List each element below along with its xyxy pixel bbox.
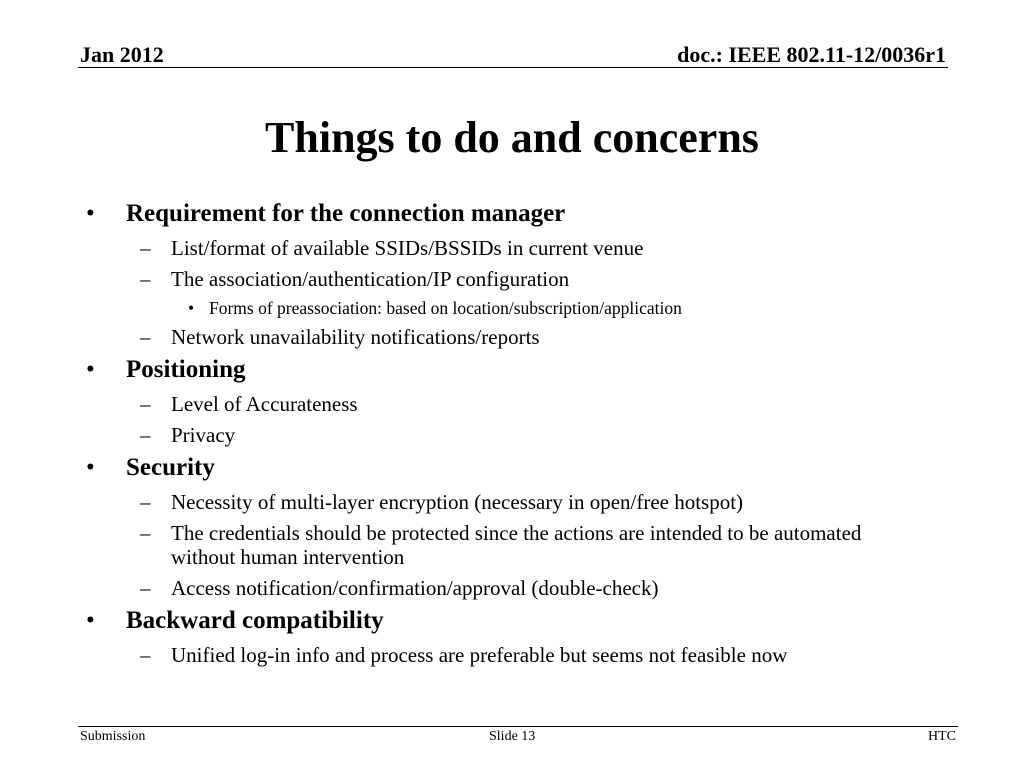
bullet-marker: • [188, 298, 195, 318]
slide-title: Things to do and concerns [265, 113, 759, 162]
bullet-backward-compatibility [0, 606, 1024, 636]
dash-marker: – [140, 392, 151, 416]
bullet-marker: • [86, 607, 95, 634]
bullet-positioning [0, 355, 1024, 385]
sub-bullet [0, 325, 1024, 349]
bullet-marker: • [86, 200, 95, 227]
sub-bullet-text: Privacy [171, 423, 236, 447]
dash-marker: – [140, 236, 151, 260]
dash-marker: – [140, 643, 151, 667]
sub-bullet [0, 392, 1024, 416]
bullet-heading: Requirement for the connection manager [126, 200, 566, 227]
sub-bullet [0, 267, 1024, 291]
sub-bullet-text: The credentials should be protected since the actions are intended to be automated without human intervention [171, 521, 862, 569]
dash-marker: – [140, 325, 151, 349]
dash-marker: – [140, 490, 151, 514]
sub-bullet-text: Access notification/confirmation/approval (double-check) [171, 576, 659, 600]
header-doc-id: doc.: IEEE 802.11-12/0036r1 [677, 42, 946, 67]
sub-sub-bullet [0, 298, 1024, 318]
sub-bullet-text: Network unavailability notifications/reports [171, 325, 540, 349]
sub-bullet [0, 521, 1024, 569]
dash-marker: – [140, 576, 151, 600]
bullet-security [0, 453, 1024, 483]
footer-slide-number: Slide 13 [489, 729, 536, 744]
sub-bullet [0, 423, 1024, 447]
sub-bullet [0, 576, 1024, 600]
sub-sub-bullet-text: Forms of preassociation: based on location/subscription/application [209, 298, 682, 318]
bullet-marker: • [86, 356, 95, 383]
bullet-marker: • [86, 454, 95, 481]
sub-bullet [0, 490, 1024, 514]
sub-bullet [0, 236, 1024, 260]
sub-bullet-text: List/format of available SSIDs/BSSIDs in current venue [171, 236, 644, 260]
slide-body [0, 199, 1024, 667]
sub-bullet-text: The association/authentication/IP configuration [171, 267, 570, 291]
bullet-heading: Positioning [126, 356, 246, 383]
bullet-connection-manager [0, 199, 1024, 229]
sub-bullet [0, 643, 1024, 667]
bullet-heading: Security [126, 454, 215, 481]
footer-organization: HTC [928, 729, 956, 744]
dash-marker: – [140, 423, 151, 447]
dash-marker: – [140, 521, 151, 545]
footer-submission: Submission [80, 729, 146, 744]
sub-bullet-text: Level of Accurateness [171, 392, 358, 416]
sub-bullet-text: Unified log-in info and process are preferable but seems not feasible now [171, 643, 788, 667]
dash-marker: – [140, 267, 151, 291]
header-date: Jan 2012 [80, 42, 164, 67]
header-divider [78, 67, 948, 68]
footer-divider [78, 726, 958, 727]
bullet-heading: Backward compatibility [126, 607, 384, 634]
sub-bullet-text: Necessity of multi-layer encryption (necessary in open/free hotspot) [171, 490, 744, 514]
